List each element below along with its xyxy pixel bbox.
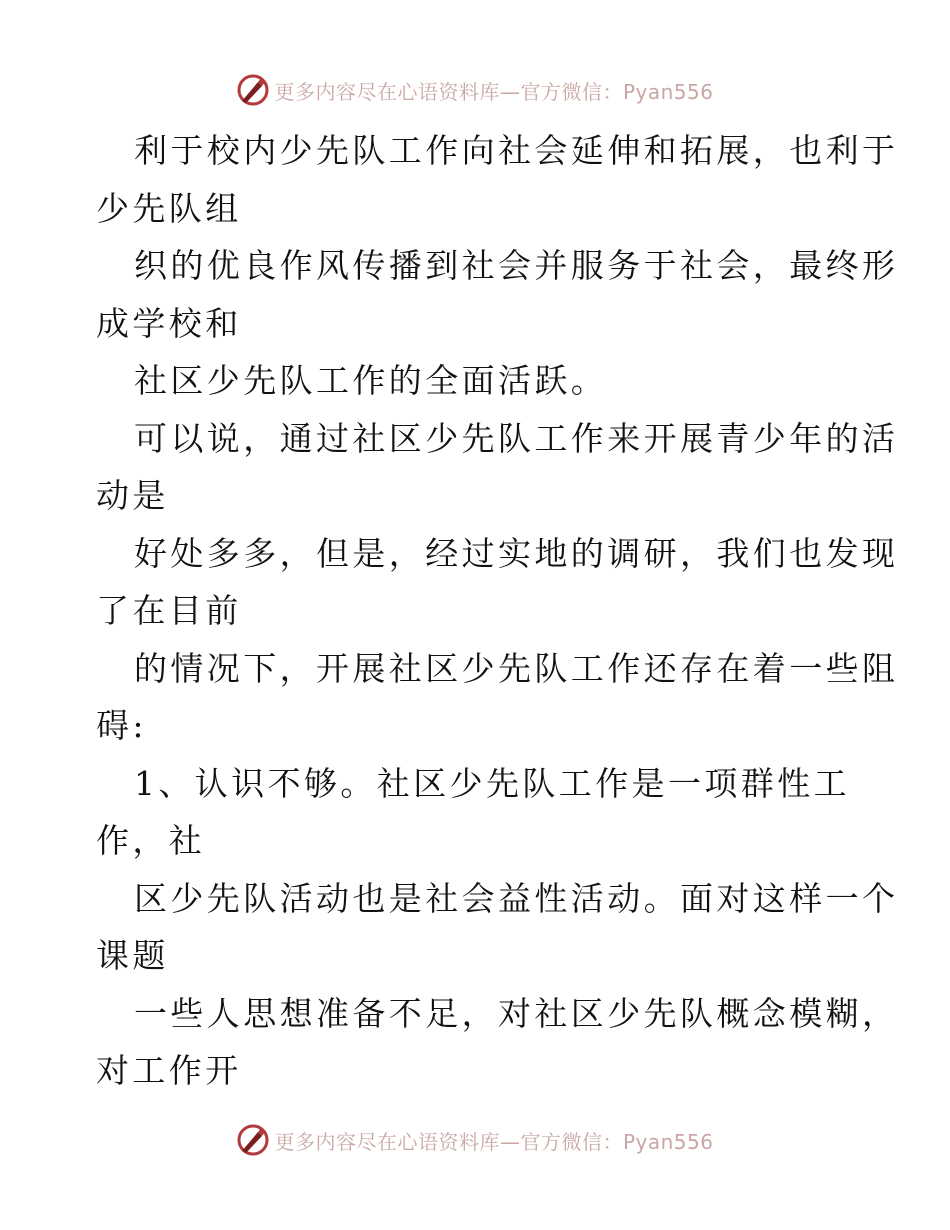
paragraph-line: 了在目前 xyxy=(96,591,242,630)
header-banner-text: 更多内容尽在心语资料库—官方微信：Pyan556 xyxy=(274,79,714,104)
paragraph-line: 织的优良作风传播到社会并服务于社会，最终形 xyxy=(134,246,899,285)
pen-logo-icon xyxy=(236,1123,270,1157)
paragraph-line: 少先队组 xyxy=(96,188,242,228)
paragraph-5 xyxy=(96,525,899,640)
paragraph-line: 对工作开 xyxy=(96,1051,242,1090)
footer-banner-text: 更多内容尽在心语资料库—官方微信：Pyan556 xyxy=(274,1129,714,1154)
paragraph-line: 动是 xyxy=(96,476,169,515)
paragraph-line: 课题 xyxy=(96,936,169,975)
paragraph-7 xyxy=(96,755,866,870)
paragraph-9 xyxy=(96,985,899,1100)
paragraph-8 xyxy=(96,870,899,985)
pen-logo-icon xyxy=(236,73,270,107)
paragraph-line: 社区少先队工作的全面活跃。 xyxy=(134,361,608,400)
paragraph-line: 碍: xyxy=(96,706,147,745)
paragraph-line: 1、认识不够。社区少先队工作是一项群性工 xyxy=(134,763,850,803)
paragraph-line: 的情况下，开展社区少先队工作还存在着一些阻 xyxy=(134,648,899,688)
paragraph-line: 作，社 xyxy=(96,821,206,860)
paragraph-line: 成学校和 xyxy=(96,303,242,343)
paragraph-line: 好处多多，但是，经过实地的调研，我们也发现 xyxy=(134,533,899,573)
paragraph-line: 区少先队活动也是社会益性活动。面对这样一个 xyxy=(134,878,899,918)
paragraph-3 xyxy=(96,352,866,410)
paragraph-line: 利于校内少先队工作向社会延伸和拓展，也利于 xyxy=(134,131,899,170)
paragraph-line: 一些人思想准备不足，对社区少先队概念模糊， xyxy=(134,993,899,1033)
paragraph-6 xyxy=(96,640,899,755)
paragraph-line: 可以说，通过社区少先队工作来开展青少年的活 xyxy=(134,418,899,458)
header-banner xyxy=(0,70,950,110)
paragraph-1 xyxy=(96,122,899,237)
footer-banner xyxy=(0,1120,950,1160)
paragraph-4 xyxy=(96,410,899,525)
document-body xyxy=(96,122,899,1100)
paragraph-2 xyxy=(96,237,899,352)
